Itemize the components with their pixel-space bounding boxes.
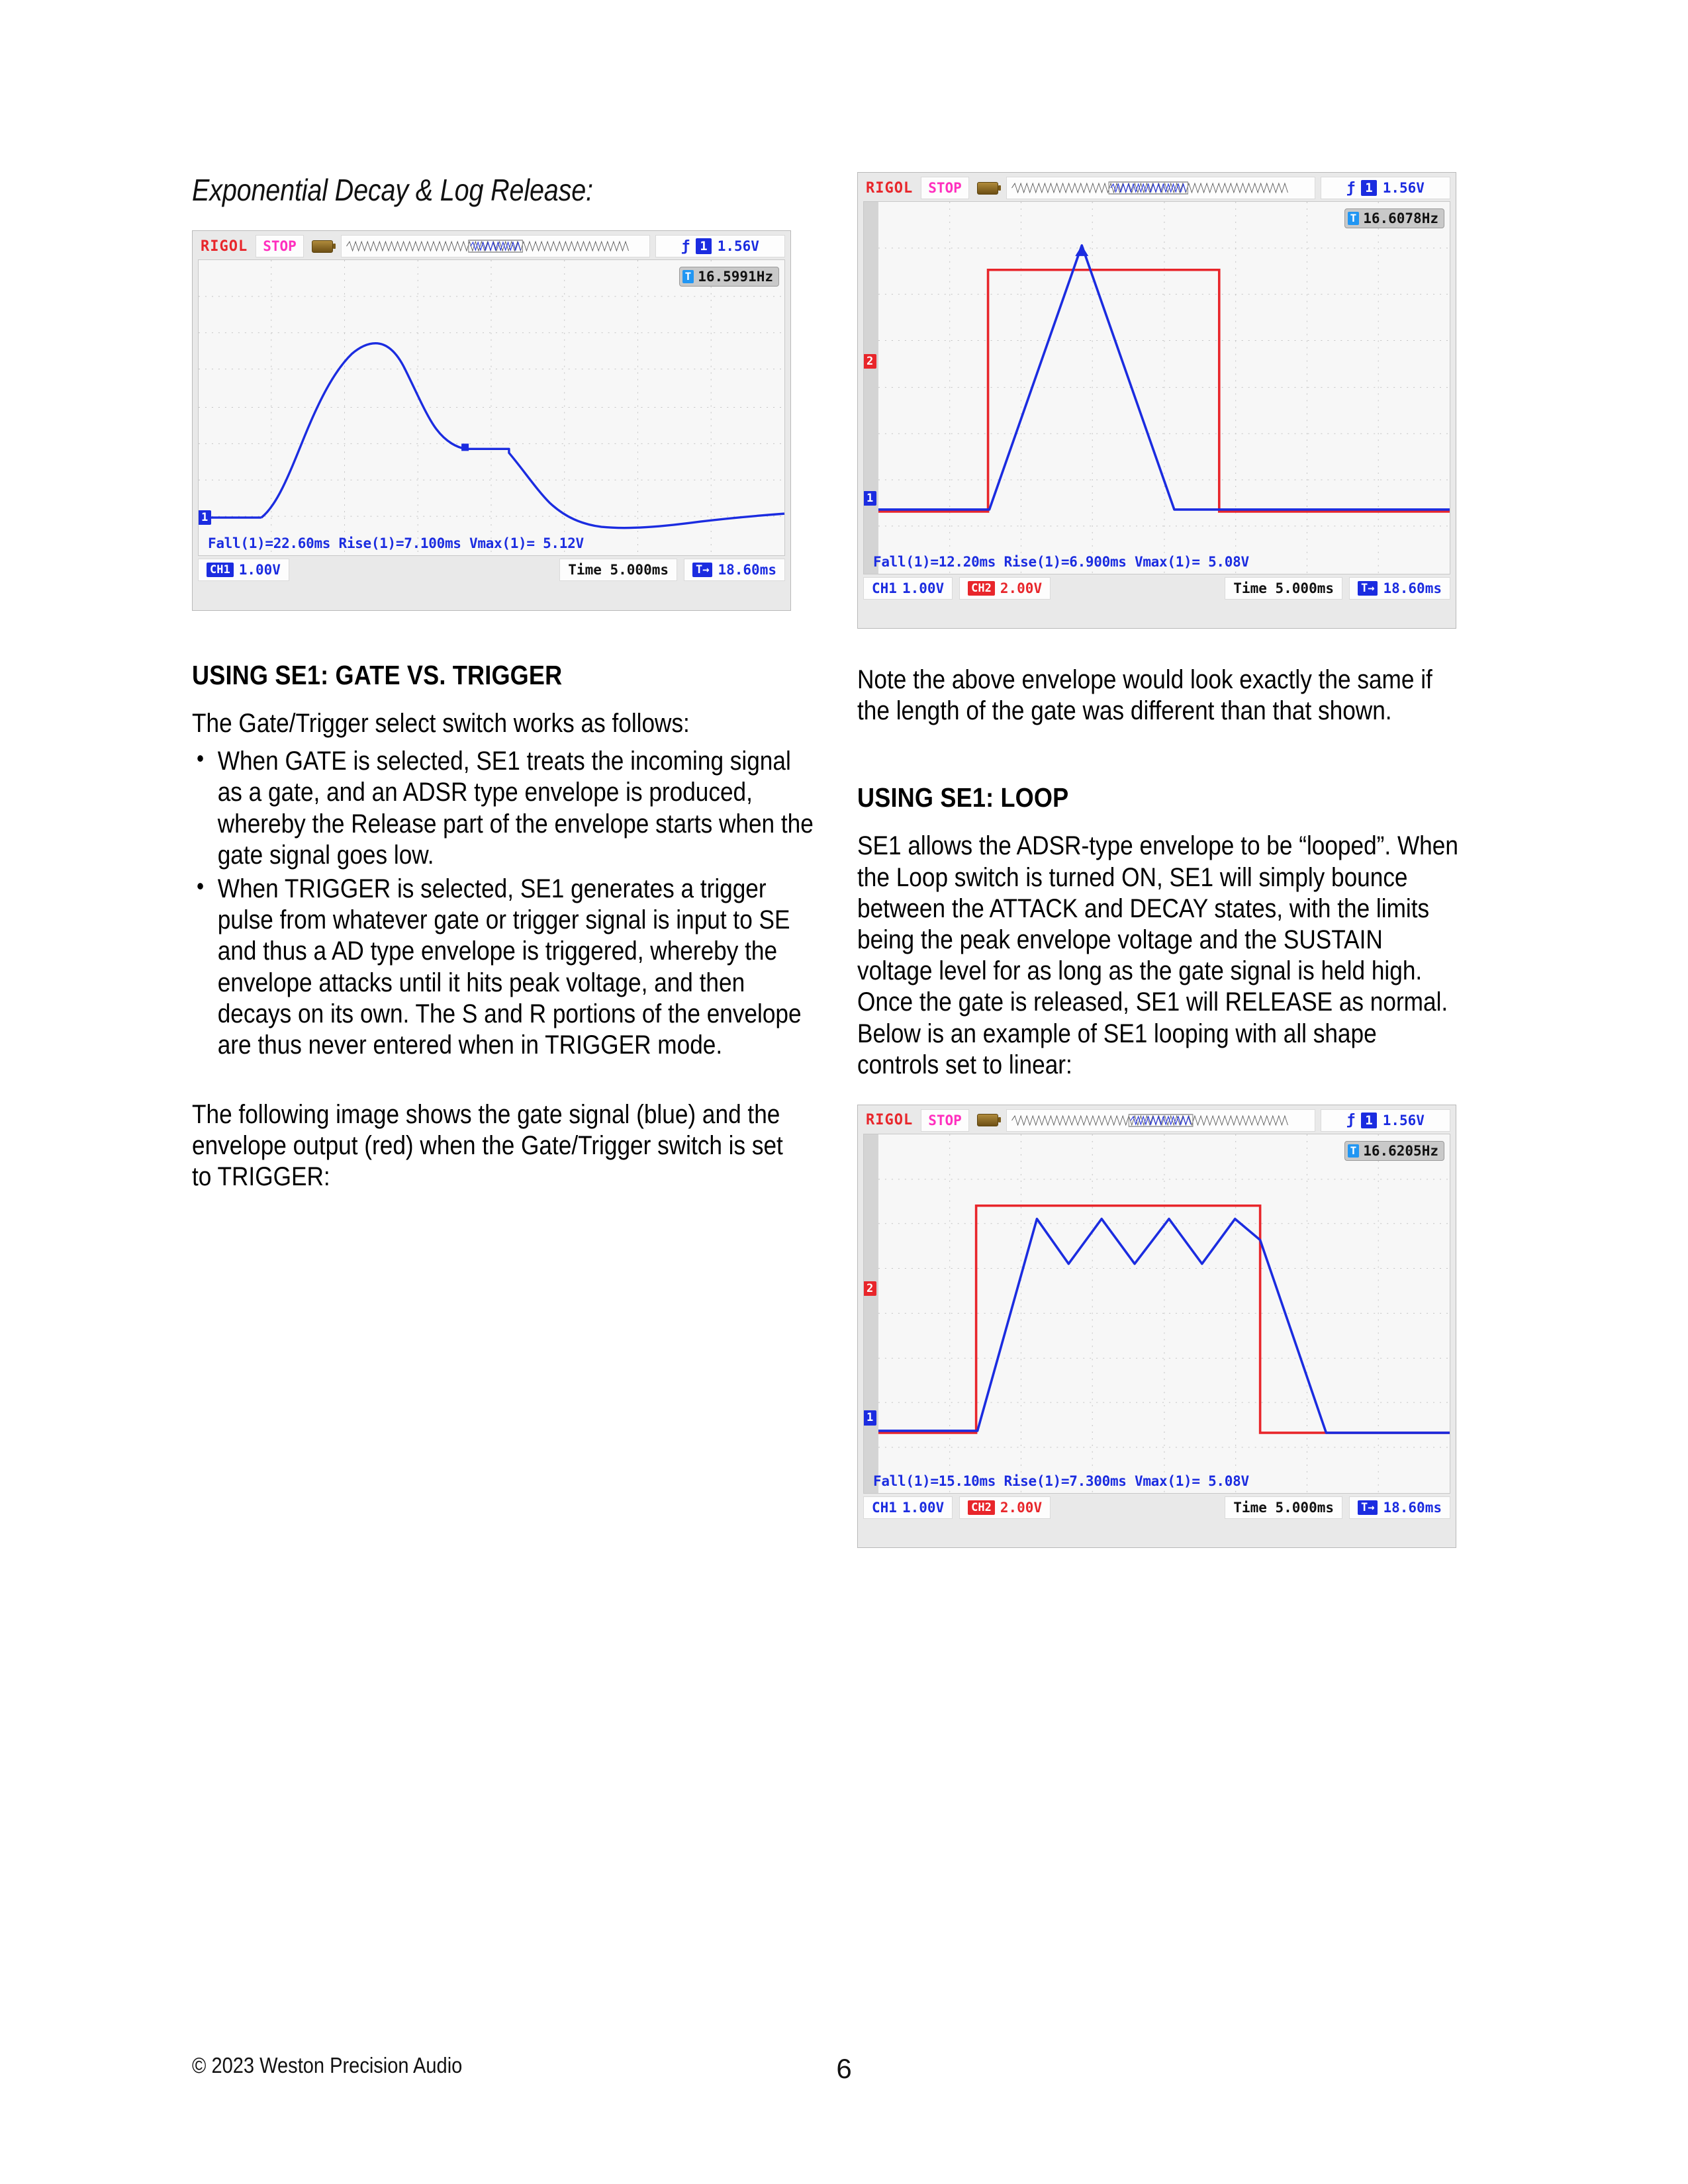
time-offset-setting (684, 559, 785, 581)
intro-paragraph: The Gate/Trigger select switch works as follows: (192, 709, 690, 738)
trigger-channel-badge: 1 (1361, 180, 1376, 196)
loop-paragraph: SE1 allows the ADSR-type envelope to be “looped”. When the Loop switch is turned ON, SE1 will simply bounce between the ATTACK and DECAY states, with the limits being the peak envelope voltage and the SUSTAIN voltage level for as long as the gate signal is held high. Once the gate is released, SE1 will RELEASE as normal. Below is an example of SE1 looping with all shape controls set to linear: (857, 831, 1458, 1079)
timebase-value: Time 5.000ms (1233, 1499, 1334, 1516)
trigger-chip-icon: T (1348, 1144, 1360, 1158)
heading-loop: USING SE1: LOOP (857, 782, 1069, 813)
memory-waveform-icon (346, 239, 645, 253)
page-footer (192, 2053, 1496, 2084)
scope1-measurements: Fall(1)=22.60ms Rise(1)=7.100ms Vmax(1)= 5.12V (208, 535, 584, 551)
time-offset-value: 18.60ms (718, 562, 776, 578)
oscilloscope-screenshot-3 (857, 1105, 1456, 1548)
timebase-setting (1225, 1496, 1342, 1519)
run-state-indicator: STOP (921, 1109, 969, 1132)
channel2-ground-marker: 2 (863, 354, 876, 369)
ch1-setting (863, 577, 953, 600)
closing-paragraph: The following image shows the gate signal (blue) and the envelope output (red) when the Gate/Trigger switch is set to TRIGGER: (192, 1100, 783, 1192)
time-offset-value: 18.60ms (1383, 1499, 1442, 1516)
note-paragraph: Note the above envelope would look exactly the same if the length of the gate was different than that shown. (857, 665, 1432, 726)
trigger-channel-badge: 1 (696, 238, 711, 254)
trigger-level-value: 1.56V (1382, 1112, 1425, 1128)
trigger-edge-icon: ƒ (681, 238, 690, 255)
gate-trigger-bullet-list (192, 746, 814, 1061)
trigger-edge-icon: ƒ (1346, 1112, 1356, 1129)
trigger-edge-icon: ƒ (1346, 179, 1356, 197)
time-offset-icon: T→ (692, 563, 712, 577)
copyright-text: © 2023 Weston Precision Audio (192, 2053, 463, 2077)
battery-icon (974, 1114, 1001, 1126)
ch1-scale-value: 1.00V (902, 1499, 945, 1516)
left-column (192, 172, 814, 1200)
list-item: • When TRIGGER is selected, SE1 generates a trigger pulse from whatever gate or trigger signal is input to SE and thus a AD type envelope is triggered, whereby the envelope attacks until it hits peak voltage, and then decays on its own. The S and R portions of the envelope are thus never entered when in TRIGGER mode. (192, 874, 820, 1061)
scope2-bottom-bar (863, 577, 1450, 600)
ch2-scale-value: 2.00V (1000, 580, 1043, 596)
ch1-scale-value: 1.00V (902, 580, 945, 596)
ch2-badge: CH2 (968, 581, 995, 596)
section-title: Exponential Decay & Log Release: (192, 173, 593, 207)
memory-waveform-icon (1011, 1113, 1311, 1128)
list-item: • When GATE is selected, SE1 treats the incoming signal as a gate, and an ADSR type envelope is produced, whereby the Release part of the envelope starts when the gate signal goes low. (192, 746, 820, 871)
trigger-chip-icon: T (682, 270, 694, 283)
battery-icon (974, 182, 1001, 195)
ch1-setting (863, 1496, 953, 1519)
scope3-top-bar (863, 1109, 1450, 1132)
ch1-scale-value: 1.00V (238, 562, 281, 578)
channel1-ground-marker: 1 (863, 491, 876, 506)
frequency-value: 16.5991Hz (698, 269, 773, 285)
trigger-level-value: 1.56V (1382, 180, 1425, 196)
timebase-setting (1225, 577, 1342, 600)
scope1-bottom-bar (198, 559, 785, 581)
trigger-level-value: 1.56V (717, 238, 759, 254)
ch2-badge: CH2 (968, 1500, 995, 1515)
time-offset-setting (1349, 1496, 1450, 1519)
trigger-channel-badge: 1 (1361, 1113, 1376, 1128)
channel1-ground-marker: 1 (863, 1410, 876, 1425)
timebase-setting (559, 559, 677, 581)
ch2-scale-value: 2.00V (1000, 1499, 1043, 1516)
scope2-grid (864, 202, 1450, 573)
run-state-indicator: STOP (256, 235, 304, 257)
channel2-ground-marker: 2 (863, 1281, 876, 1296)
memory-waveform-icon (1011, 181, 1311, 195)
scope2-waveform-area (863, 201, 1450, 574)
scope2-top-bar (863, 177, 1450, 199)
scope3-waveform-area (863, 1134, 1450, 1494)
trigger-info (1321, 1109, 1450, 1132)
frequency-readout-2 (1344, 208, 1444, 228)
rigol-logo: RIGOL (201, 238, 248, 255)
frequency-readout-3 (1344, 1141, 1444, 1161)
ch1-label: CH1 (872, 580, 897, 596)
channel1-ground-marker: 1 (198, 510, 211, 525)
ch2-setting (959, 577, 1051, 600)
scope2-measurements: Fall(1)=12.20ms Rise(1)=6.900ms Vmax(1)= 5.08V (873, 554, 1249, 570)
run-state-indicator: STOP (921, 177, 969, 199)
trigger-chip-icon: T (1348, 212, 1360, 225)
memory-depth-bar (1006, 177, 1315, 199)
scope3-bottom-bar (863, 1496, 1450, 1519)
right-column (857, 172, 1460, 1548)
frequency-readout-1 (679, 267, 779, 287)
time-offset-value: 18.60ms (1383, 580, 1442, 596)
rigol-logo: RIGOL (866, 1112, 914, 1129)
trigger-info (655, 235, 785, 257)
scope1-waveform-area (198, 259, 785, 556)
timebase-value: Time 5.000ms (1233, 580, 1334, 596)
time-offset-icon: T→ (1358, 1500, 1378, 1515)
scope3-measurements: Fall(1)=15.10ms Rise(1)=7.300ms Vmax(1)= 5.08V (873, 1473, 1249, 1489)
heading-gate-vs-trigger: USING SE1: GATE VS. TRIGGER (192, 660, 563, 690)
oscilloscope-screenshot-2 (857, 172, 1456, 629)
scope1-grid (199, 260, 784, 555)
ch1-badge: CH1 (207, 563, 234, 577)
frequency-value: 16.6078Hz (1363, 210, 1438, 226)
rigol-logo: RIGOL (866, 179, 914, 197)
memory-depth-bar (341, 235, 650, 257)
ch1-setting (198, 559, 289, 581)
battery-icon (309, 240, 336, 253)
memory-depth-bar (1006, 1109, 1315, 1132)
trigger-info (1321, 177, 1450, 199)
time-offset-setting (1349, 577, 1450, 600)
page-number: 6 (836, 2053, 852, 2084)
scope1-top-bar (198, 235, 785, 257)
ch2-setting (959, 1496, 1051, 1519)
timebase-value: Time 5.000ms (568, 562, 669, 578)
oscilloscope-screenshot-1 (192, 230, 791, 611)
frequency-value: 16.6205Hz (1363, 1142, 1438, 1159)
ch1-label: CH1 (872, 1499, 897, 1516)
scope3-grid (864, 1134, 1450, 1492)
time-offset-icon: T→ (1358, 581, 1378, 596)
